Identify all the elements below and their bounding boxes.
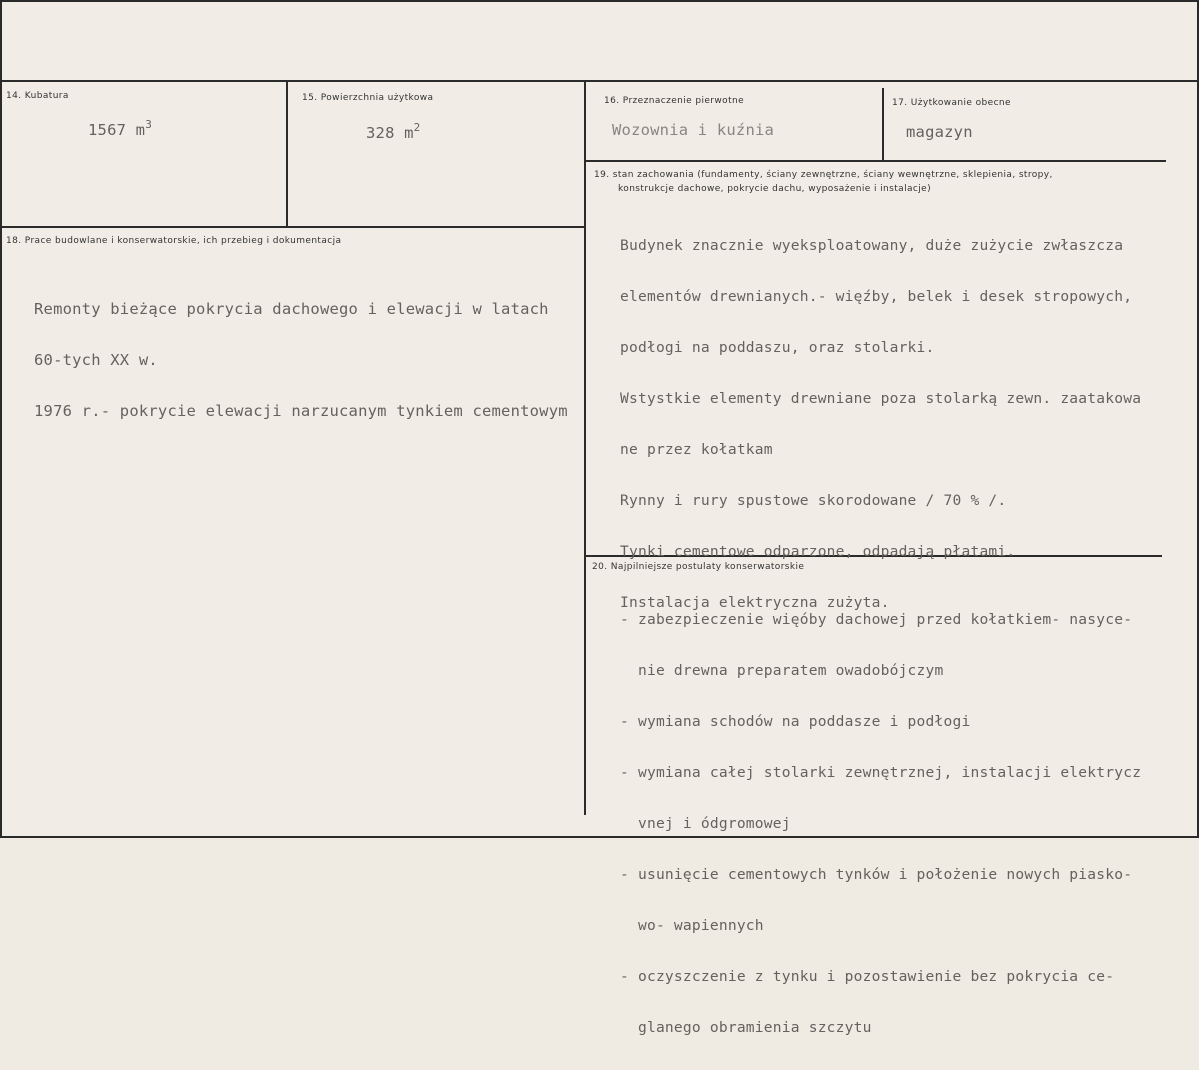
postulaty-line: glanego obramienia szczytu	[620, 1019, 872, 1036]
stan-line: ne przez kołatkam	[620, 441, 773, 458]
stan-line: podłogi na poddaszu, oraz stolarki.	[620, 339, 935, 356]
value-kubatura: 1567 $m^3$	[88, 118, 153, 139]
stan-line: Instalacja elektryczna zużyta.	[620, 594, 890, 611]
stan-line: Budynek znacznie wyeksploatowany, duże zużycie zwłaszcza	[620, 237, 1124, 254]
stan-line: Tynki cementowe odparzone, odpadają płatami.	[620, 543, 1016, 560]
postulaty-line: vnej i ódgromowej	[620, 815, 791, 832]
postulaty-text	[620, 577, 1194, 1036]
postulaty-line: nie drewna preparatem owadobójczym	[620, 662, 944, 679]
postulaty-line: - wymiana całej stolarki zewnętrznej, instalacji elektrycz	[620, 764, 1142, 781]
label-powierzchnia: 15. Powierzchnia użytkowa	[302, 93, 434, 103]
prace-line: 1976 r.- pokrycie elewacji narzucanym tynkiem cementowym	[34, 402, 568, 420]
top-rule	[2, 80, 1197, 82]
postulaty-line: - oczyszczenie z tynku i pozostawienie bez pokrycia ce-	[620, 968, 1115, 985]
value-powierzchnia: 328 $m^2$	[366, 121, 421, 142]
postulaty-line: - usunięcie cementowych tynków i położenie nowych piasko-	[620, 866, 1133, 883]
rule-under-16-17	[586, 160, 1166, 162]
label-stan-line1: 19. stan zachowania (fundamenty, ściany zewnętrzne, ściany wewnętrzne, sklepienia, stropy,	[594, 170, 1053, 180]
label-uzytkowanie: 17. Użytkowanie obecne	[892, 98, 1011, 108]
label-postulaty: 20. Najpilniejsze postulaty konserwatorskie	[592, 562, 805, 572]
label-kubatura: 14. Kubatura	[6, 91, 69, 101]
postulaty-line: wo- wapiennych	[620, 917, 764, 934]
divider-14-15	[286, 80, 288, 228]
stan-line: Rynny i rury spustowe skorodowane / 70 % /.	[620, 492, 1007, 509]
label-przeznaczenie: 16. Przeznaczenie pierwotne	[604, 96, 745, 106]
divider-16-17	[882, 88, 884, 160]
rule-under-14-15	[2, 226, 584, 228]
prace-line: 60-tych XX w.	[34, 351, 158, 369]
postulaty-line: - wymiana schodów na poddasze i podłogi	[620, 713, 971, 730]
prace-text	[34, 267, 590, 420]
stan-line: elementów drewnianych.- więźby, belek i desek stropowych,	[620, 288, 1133, 305]
postulaty-line: - zabezpieczenie więóby dachowej przed kołatkiem- nasyce-	[620, 611, 1133, 628]
prace-line: Remonty bieżące pokrycia dachowego i elewacji w latach	[34, 300, 549, 318]
value-przeznaczenie: Wozownia i kuźnia	[612, 121, 775, 139]
label-prace: 18. Prace budowlane i konserwatorskie, ich przebieg i dokumentacja	[6, 236, 342, 246]
value-uzytkowanie: magazyn	[906, 123, 973, 141]
label-stan-line2: konstrukcje dachowe, pokrycie dachu, wyposażenie i instalacje)	[618, 184, 931, 194]
stan-line: Wstystkie elementy drewniane poza stolarką zewn. zaatakowa	[620, 390, 1142, 407]
